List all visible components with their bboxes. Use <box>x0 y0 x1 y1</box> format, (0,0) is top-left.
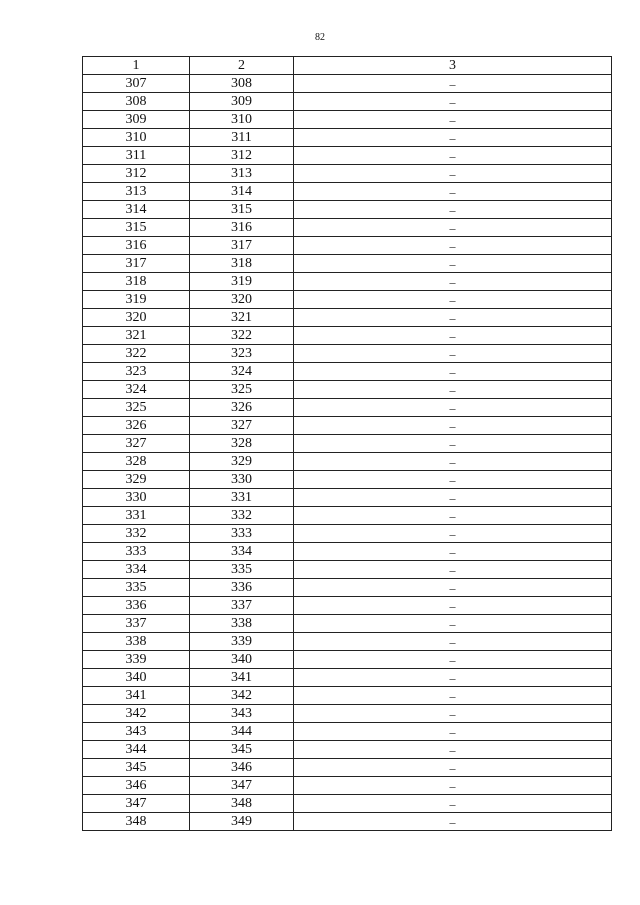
table-row <box>83 165 612 183</box>
table-row <box>83 75 612 93</box>
table-cell-col-1: 341 <box>83 687 190 705</box>
table-cell-col-1: 334 <box>83 561 190 579</box>
table-cell-col-3: – <box>294 777 612 795</box>
table-cell-col-2: 338 <box>190 615 294 633</box>
table-cell-col-2: 340 <box>190 651 294 669</box>
table-cell-col-1: 348 <box>83 813 190 831</box>
table-cell-col-2: 335 <box>190 561 294 579</box>
table-row <box>83 183 612 201</box>
data-table <box>82 56 612 831</box>
table-cell-col-1: 321 <box>83 327 190 345</box>
table-cell-col-2: 348 <box>190 795 294 813</box>
table-cell-col-1: 340 <box>83 669 190 687</box>
table-row <box>83 147 612 165</box>
table-row <box>83 201 612 219</box>
table-row <box>83 543 612 561</box>
table-cell-col-2: 317 <box>190 237 294 255</box>
table-cell-col-2: 339 <box>190 633 294 651</box>
table-cell-col-3: – <box>294 471 612 489</box>
table-cell-col-1: 332 <box>83 525 190 543</box>
table-cell-col-3: – <box>294 75 612 93</box>
table-row <box>83 219 612 237</box>
table-row <box>83 273 612 291</box>
table-row <box>83 435 612 453</box>
table-cell-col-3: – <box>294 579 612 597</box>
table-row <box>83 381 612 399</box>
table-cell-col-1: 311 <box>83 147 190 165</box>
table-cell-col-2: 326 <box>190 399 294 417</box>
table-row <box>83 471 612 489</box>
table-cell-col-2: 347 <box>190 777 294 795</box>
table-cell-col-3: – <box>294 561 612 579</box>
table-row <box>83 561 612 579</box>
table-row <box>83 651 612 669</box>
table-row <box>83 705 612 723</box>
table-header <box>83 57 612 75</box>
table-cell-col-2: 329 <box>190 453 294 471</box>
table-cell-col-3: – <box>294 543 612 561</box>
table-cell-col-2: 311 <box>190 129 294 147</box>
table-cell-col-1: 339 <box>83 651 190 669</box>
table-row <box>83 255 612 273</box>
table-cell-col-2: 327 <box>190 417 294 435</box>
table-cell-col-3: – <box>294 129 612 147</box>
table-row <box>83 741 612 759</box>
table-cell-col-2: 312 <box>190 147 294 165</box>
table-cell-col-3: – <box>294 633 612 651</box>
table-cell-col-1: 344 <box>83 741 190 759</box>
table-cell-col-1: 325 <box>83 399 190 417</box>
table-cell-col-2: 319 <box>190 273 294 291</box>
table-cell-col-2: 324 <box>190 363 294 381</box>
table-row <box>83 237 612 255</box>
table-cell-col-2: 313 <box>190 165 294 183</box>
table-cell-col-3: – <box>294 237 612 255</box>
table-row <box>83 309 612 327</box>
table-cell-col-3: – <box>294 795 612 813</box>
table-cell-col-2: 322 <box>190 327 294 345</box>
table-row <box>83 615 612 633</box>
table-cell-col-1: 317 <box>83 255 190 273</box>
table-cell-col-3: – <box>294 615 612 633</box>
table-row <box>83 111 612 129</box>
table-cell-col-3: – <box>294 741 612 759</box>
table-cell-col-3: – <box>294 597 612 615</box>
table-cell-col-2: 318 <box>190 255 294 273</box>
table-row <box>83 633 612 651</box>
table-cell-col-1: 342 <box>83 705 190 723</box>
table-row <box>83 813 612 831</box>
table-cell-col-1: 313 <box>83 183 190 201</box>
table-cell-col-1: 312 <box>83 165 190 183</box>
table-row <box>83 507 612 525</box>
table-cell-col-2: 316 <box>190 219 294 237</box>
page-number: 82 <box>315 32 325 43</box>
column-header-1: 1 <box>83 57 190 75</box>
table-cell-col-2: 344 <box>190 723 294 741</box>
table-cell-col-1: 307 <box>83 75 190 93</box>
table-cell-col-1: 347 <box>83 795 190 813</box>
table-row <box>83 795 612 813</box>
table-cell-col-2: 331 <box>190 489 294 507</box>
table-cell-col-2: 325 <box>190 381 294 399</box>
table-cell-col-3: – <box>294 687 612 705</box>
table-body <box>83 75 612 831</box>
table-cell-col-1: 319 <box>83 291 190 309</box>
table-cell-col-1: 338 <box>83 633 190 651</box>
table-cell-col-1: 316 <box>83 237 190 255</box>
table-row <box>83 399 612 417</box>
table-cell-col-2: 346 <box>190 759 294 777</box>
table-cell-col-3: – <box>294 399 612 417</box>
table-cell-col-2: 336 <box>190 579 294 597</box>
table-cell-col-1: 318 <box>83 273 190 291</box>
table-cell-col-2: 321 <box>190 309 294 327</box>
table-cell-col-2: 310 <box>190 111 294 129</box>
table-cell-col-3: – <box>294 453 612 471</box>
table-cell-col-1: 333 <box>83 543 190 561</box>
column-header-2: 2 <box>190 57 294 75</box>
table-cell-col-1: 320 <box>83 309 190 327</box>
table-cell-col-1: 327 <box>83 435 190 453</box>
table-cell-col-1: 324 <box>83 381 190 399</box>
table-cell-col-3: – <box>294 417 612 435</box>
table-cell-col-3: – <box>294 759 612 777</box>
table-cell-col-2: 330 <box>190 471 294 489</box>
table-cell-col-2: 332 <box>190 507 294 525</box>
table-cell-col-2: 328 <box>190 435 294 453</box>
table-cell-col-2: 343 <box>190 705 294 723</box>
table-cell-col-3: – <box>294 165 612 183</box>
table-row <box>83 723 612 741</box>
table-cell-col-2: 315 <box>190 201 294 219</box>
table-row <box>83 417 612 435</box>
table-cell-col-3: – <box>294 291 612 309</box>
header-row <box>83 57 612 75</box>
column-header-3: 3 <box>294 57 612 75</box>
table-cell-col-2: 323 <box>190 345 294 363</box>
table-row <box>83 777 612 795</box>
table-cell-col-1: 330 <box>83 489 190 507</box>
table-cell-col-2: 334 <box>190 543 294 561</box>
table-cell-col-1: 337 <box>83 615 190 633</box>
table-cell-col-3: – <box>294 255 612 273</box>
table-cell-col-1: 336 <box>83 597 190 615</box>
table-cell-col-2: 309 <box>190 93 294 111</box>
table-row <box>83 579 612 597</box>
table-cell-col-3: – <box>294 147 612 165</box>
table-cell-col-1: 315 <box>83 219 190 237</box>
table-cell-col-3: – <box>294 669 612 687</box>
table-cell-col-2: 337 <box>190 597 294 615</box>
table-cell-col-3: – <box>294 111 612 129</box>
table-row <box>83 453 612 471</box>
table-row <box>83 327 612 345</box>
table-cell-col-2: 333 <box>190 525 294 543</box>
table-cell-col-1: 322 <box>83 345 190 363</box>
table-cell-col-3: – <box>294 345 612 363</box>
table-row <box>83 93 612 111</box>
table-cell-col-1: 343 <box>83 723 190 741</box>
table-row <box>83 129 612 147</box>
table-cell-col-2: 314 <box>190 183 294 201</box>
table-cell-col-1: 328 <box>83 453 190 471</box>
table-cell-col-3: – <box>294 525 612 543</box>
table-cell-col-1: 346 <box>83 777 190 795</box>
table-row <box>83 363 612 381</box>
table-cell-col-1: 310 <box>83 129 190 147</box>
table-cell-col-1: 329 <box>83 471 190 489</box>
table-cell-col-3: – <box>294 219 612 237</box>
table-cell-col-1: 326 <box>83 417 190 435</box>
table-cell-col-3: – <box>294 723 612 741</box>
table-cell-col-3: – <box>294 201 612 219</box>
table-cell-col-1: 331 <box>83 507 190 525</box>
table-row <box>83 525 612 543</box>
table-cell-col-3: – <box>294 507 612 525</box>
table-cell-col-1: 308 <box>83 93 190 111</box>
table-cell-col-1: 323 <box>83 363 190 381</box>
table-cell-col-3: – <box>294 183 612 201</box>
table-cell-col-3: – <box>294 363 612 381</box>
table-row <box>83 291 612 309</box>
table-cell-col-2: 345 <box>190 741 294 759</box>
table-row <box>83 597 612 615</box>
table-cell-col-3: – <box>294 327 612 345</box>
table-cell-col-3: – <box>294 489 612 507</box>
table-row <box>83 759 612 777</box>
table-cell-col-3: – <box>294 651 612 669</box>
table-row <box>83 669 612 687</box>
table-row <box>83 687 612 705</box>
table-cell-col-2: 341 <box>190 669 294 687</box>
table-cell-col-2: 349 <box>190 813 294 831</box>
table-cell-col-2: 308 <box>190 75 294 93</box>
table-cell-col-1: 309 <box>83 111 190 129</box>
table-cell-col-1: 335 <box>83 579 190 597</box>
table-row <box>83 345 612 363</box>
table-cell-col-3: – <box>294 813 612 831</box>
table-cell-col-3: – <box>294 309 612 327</box>
table-cell-col-2: 320 <box>190 291 294 309</box>
table-cell-col-3: – <box>294 435 612 453</box>
table-cell-col-2: 342 <box>190 687 294 705</box>
table-row <box>83 489 612 507</box>
table-cell-col-3: – <box>294 93 612 111</box>
table-cell-col-1: 314 <box>83 201 190 219</box>
table-cell-col-1: 345 <box>83 759 190 777</box>
table-cell-col-3: – <box>294 705 612 723</box>
table-cell-col-3: – <box>294 381 612 399</box>
table-cell-col-3: – <box>294 273 612 291</box>
